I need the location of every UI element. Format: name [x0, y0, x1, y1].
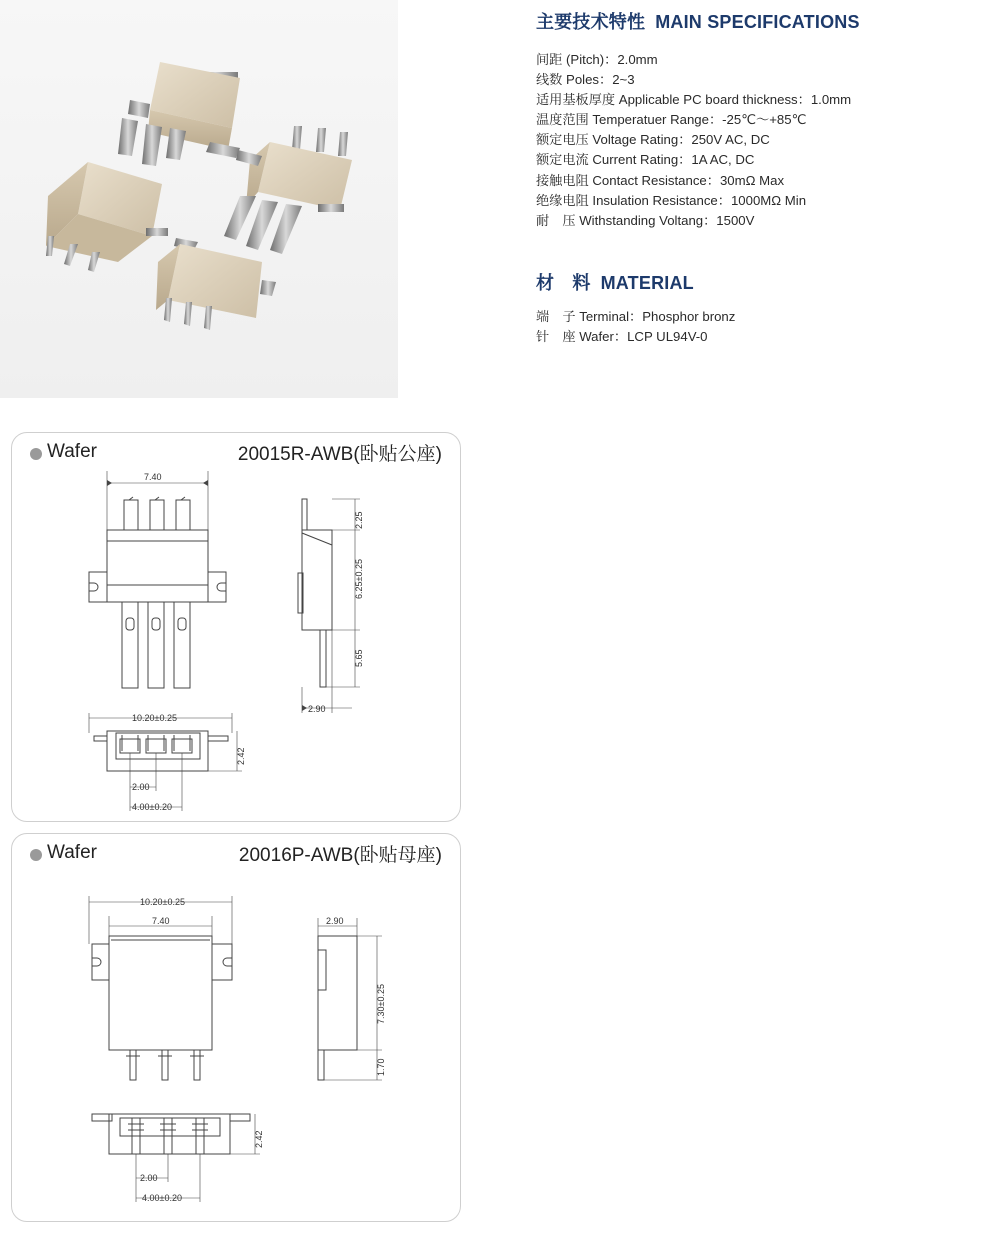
specifications-section [536, 8, 976, 347]
dim-bottom-height: 2.42 [254, 1130, 264, 1148]
dim-side-height: 7.30±0.25 [376, 984, 386, 1024]
spec-board-thickness: 适用基板厚度 Applicable PC board thickness：1.0mm [536, 92, 852, 108]
dim-side-bottom: 1.70 [376, 1058, 386, 1076]
specifications-title-cn: 主要技术特性 [536, 12, 646, 32]
connector-top [118, 62, 240, 166]
material-title-cn: 材 料 [536, 272, 591, 293]
bottom-view [89, 713, 242, 811]
side-view [318, 918, 382, 1080]
side-view [298, 499, 360, 713]
spec-poles: 线数 Poles：2~3 [536, 72, 635, 88]
material-title-en: MATERIAL [600, 272, 694, 293]
dim-pitch: 2.00 [132, 782, 150, 792]
panel-model: 20016P-AWB(卧贴母座) [238, 845, 442, 866]
dim-span: 4.00±0.20 [132, 802, 172, 812]
dim-side-width: 2.90 [326, 916, 344, 926]
drawing-20016p [12, 834, 462, 1223]
connector-right [224, 126, 352, 254]
dim-pitch: 2.00 [140, 1173, 158, 1183]
front-view [89, 471, 226, 688]
panel-model: 20015R-AWB(卧贴公座) [237, 444, 442, 465]
connector-left [46, 162, 168, 272]
dim-overall-width: 10.20±0.25 [140, 897, 185, 907]
material-terminal: 端 子 Terminal：Phosphor bronz [536, 308, 736, 324]
spec-insulation-resistance: 绝缘电阻 Insulation Resistance：1000MΩ Min [536, 192, 807, 208]
dim-bottom-width: 10.20±0.25 [132, 713, 177, 723]
dim-side-bottom: 5.65 [354, 649, 364, 667]
material-title [536, 269, 976, 295]
dim-top-width: 7.40 [144, 472, 162, 482]
connector-bottom [156, 238, 276, 330]
specifications-title-en: MAIN SPECIFICATIONS [655, 12, 860, 32]
spec-pitch: 间距 (Pitch)：2.0mm [536, 52, 658, 67]
drawing-panel-20016p [11, 833, 461, 1222]
product-photo [0, 0, 398, 398]
dim-body-width: 7.40 [152, 916, 170, 926]
dim-bottom-height: 2.42 [236, 747, 246, 765]
spec-withstanding-voltage: 耐 压 Withstanding Voltang：1500V [536, 212, 755, 228]
dim-side-width: 2.90 [308, 704, 326, 714]
spec-contact-resistance: 接触电阻 Contact Resistance：30mΩ Max [536, 172, 785, 188]
spec-temperature: 温度范围 Temperatuer Range：-25℃～+85℃ [536, 112, 807, 128]
dim-side-mid: 6.25±0.25 [354, 559, 364, 599]
dim-span: 4.00±0.20 [142, 1193, 182, 1203]
dim-side-top: 2.25 [354, 511, 364, 529]
specifications-list [536, 50, 976, 231]
material-wafer: 针 座 Wafer：LCP UL94V-0 [536, 328, 708, 344]
connector-photo-illustration [0, 0, 398, 398]
spec-voltage: 额定电压 Voltage Rating：250V AC, DC [536, 132, 770, 148]
panel-label: Wafer [47, 842, 97, 863]
material-list [536, 307, 976, 347]
spec-current: 额定电流 Current Rating：1A AC, DC [536, 152, 755, 168]
specifications-title [536, 8, 976, 34]
bottom-view [92, 1114, 260, 1202]
panel-label: Wafer [47, 441, 97, 462]
drawing-20015r [12, 433, 462, 823]
drawing-panel-20015r [11, 432, 461, 822]
